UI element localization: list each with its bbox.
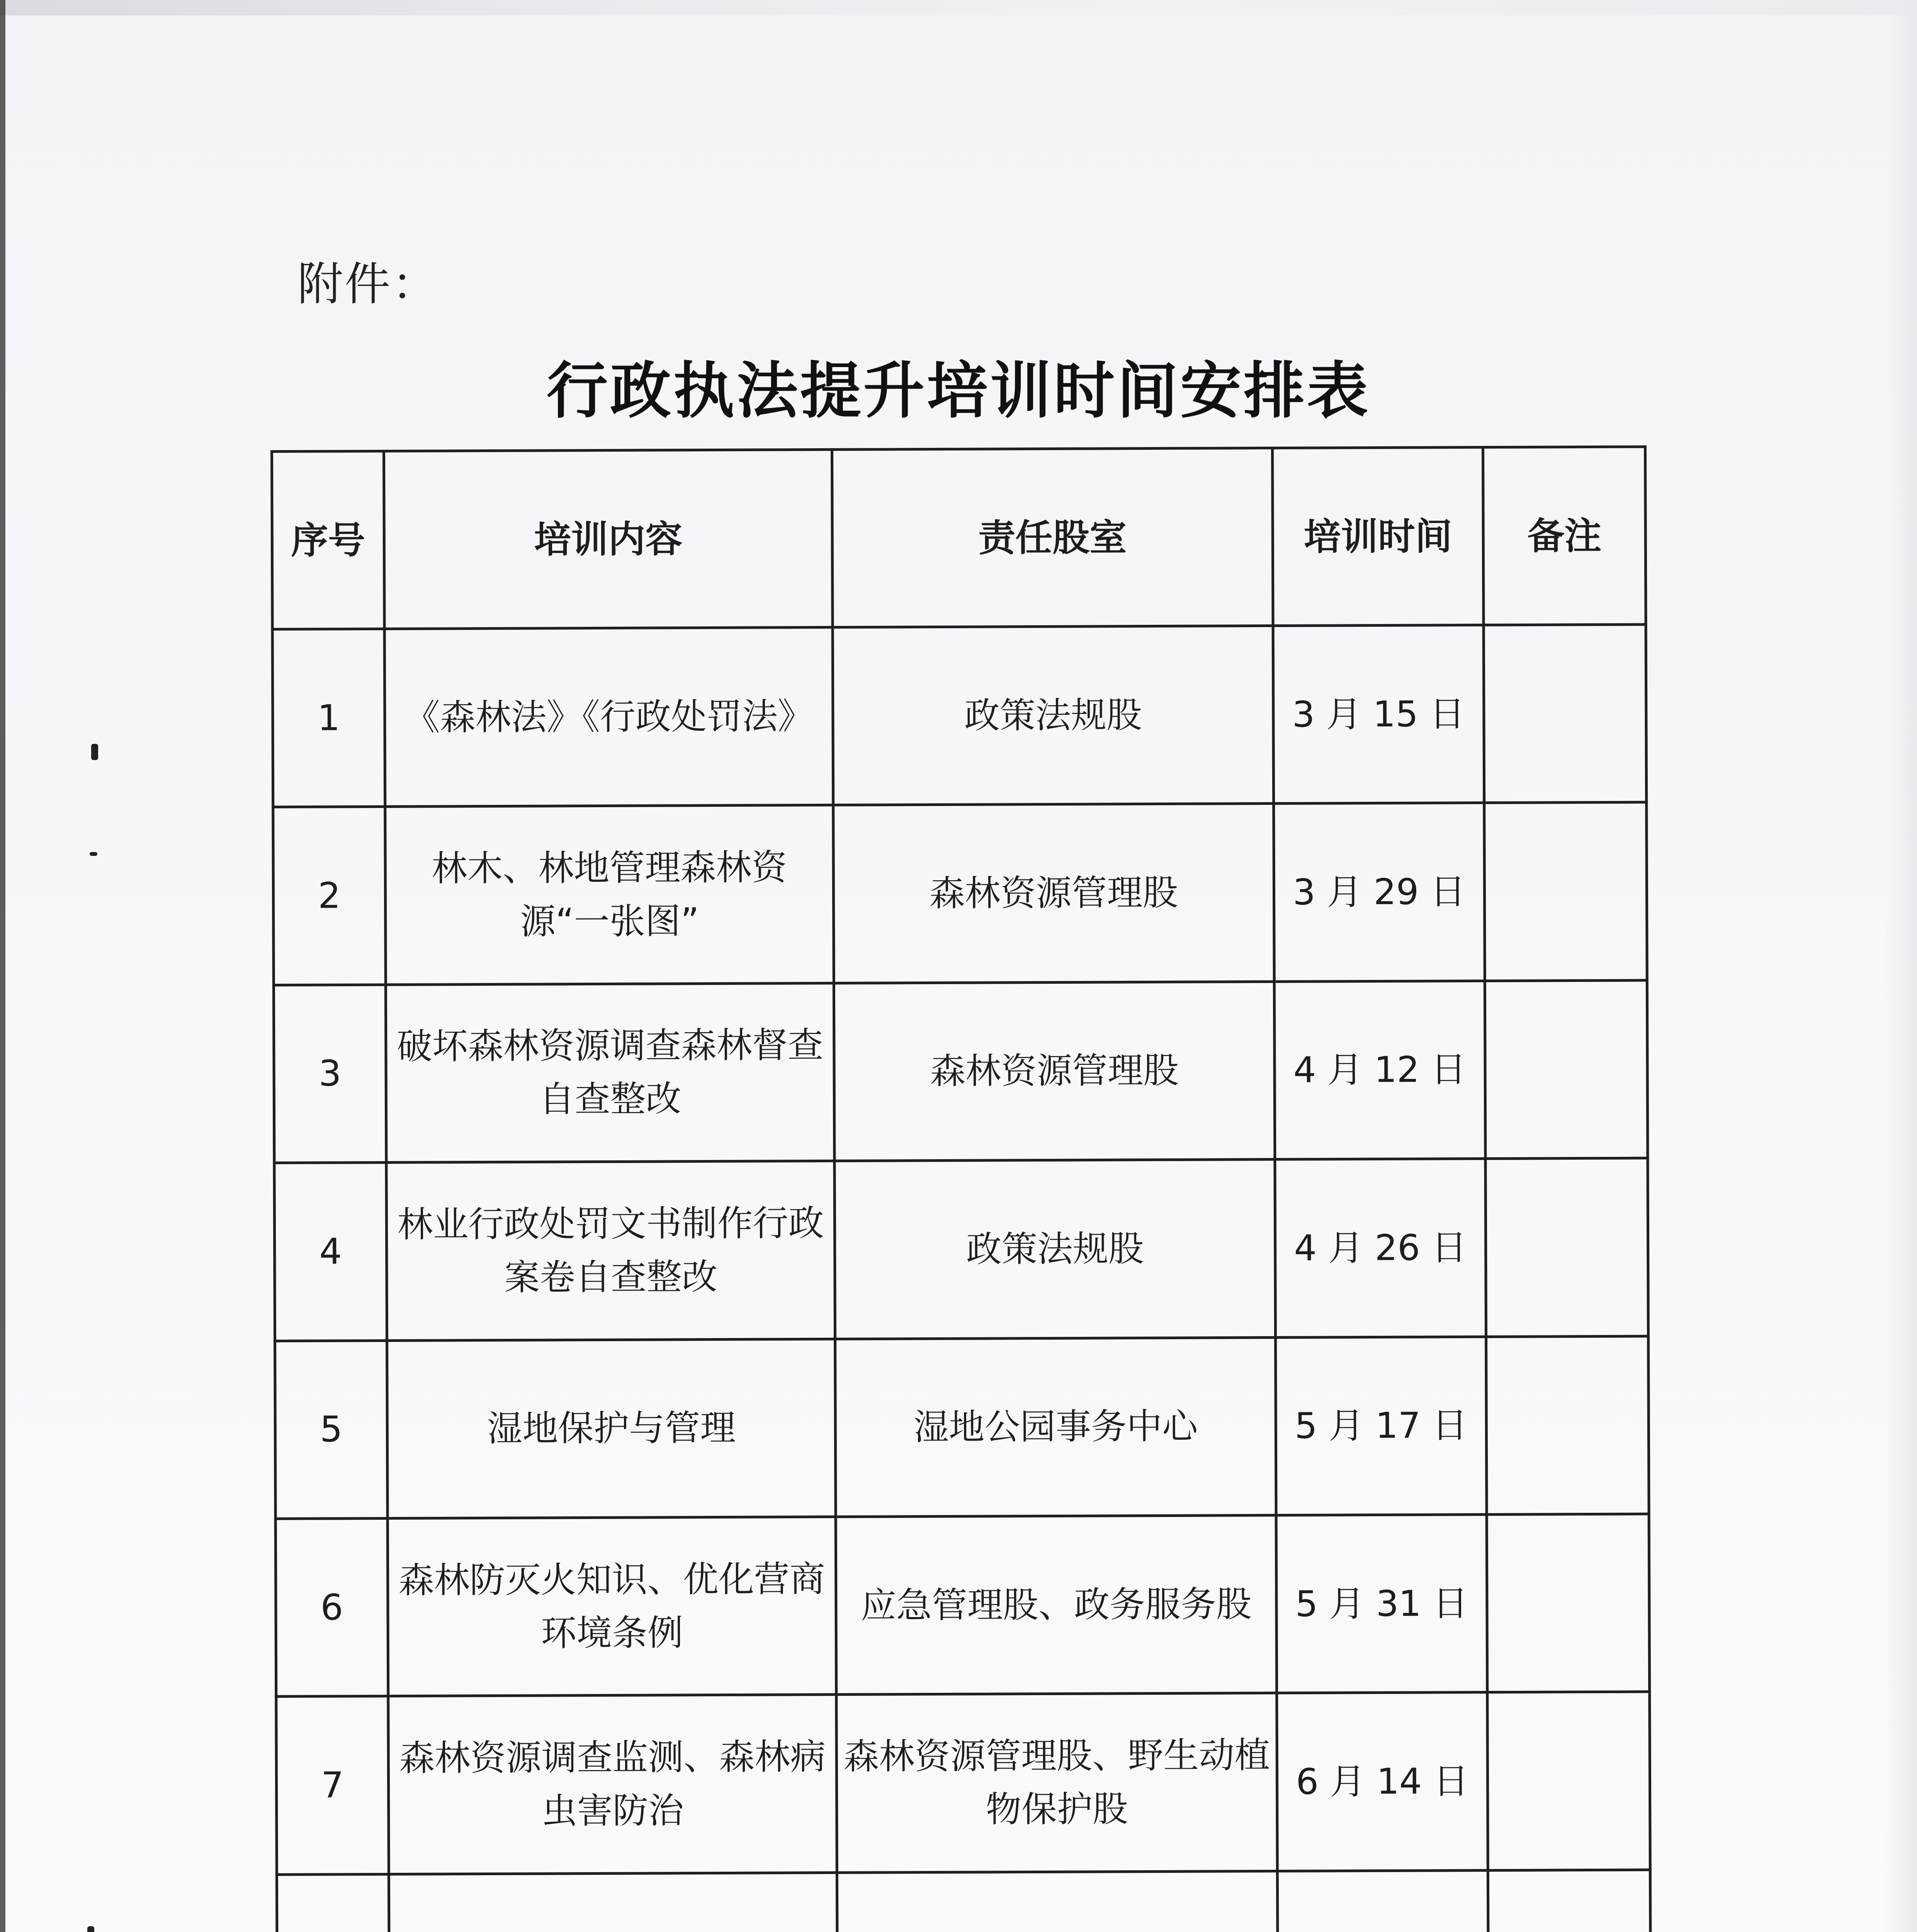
cell-content: 湿地保护与管理: [387, 1339, 836, 1518]
attachment-label: 附件：: [297, 257, 439, 311]
cell-content: [389, 1872, 838, 1932]
cell-note: [1487, 1692, 1650, 1870]
cell-no: 1: [272, 629, 385, 807]
cell-date: 5 月 31 日: [1276, 1514, 1487, 1693]
table-row: [275, 1514, 1650, 1697]
cell-dept: [837, 1871, 1278, 1932]
cell-note: [1485, 980, 1648, 1159]
header-content: 培训内容: [384, 449, 833, 629]
cell-no: [277, 1874, 389, 1932]
cell-no: 2: [273, 807, 386, 985]
cell-note: [1485, 1158, 1648, 1337]
header-date: 培训时间: [1272, 447, 1484, 626]
table-row: [277, 1870, 1651, 1932]
table-row: [273, 802, 1647, 985]
cell-date: [1277, 1870, 1489, 1932]
scan-speck: [91, 744, 98, 760]
cell-no: 3: [274, 985, 386, 1163]
cell-dept: 政策法规股: [834, 1160, 1276, 1339]
cell-no: 5: [275, 1340, 388, 1519]
cell-date: 3 月 15 日: [1273, 625, 1484, 804]
document-title: [0, 342, 1917, 430]
cell-dept: 湿地公园事务中心: [835, 1337, 1276, 1517]
cell-dept: 政策法规股: [833, 626, 1274, 805]
cell-date: 4 月 26 日: [1275, 1159, 1486, 1337]
cell-note: [1484, 802, 1647, 981]
table-row: [276, 1692, 1650, 1874]
table-header-row: [272, 447, 1646, 629]
cell-content: 《森林法》《行政处罚法》: [384, 627, 833, 806]
cell-no: 4: [274, 1163, 387, 1341]
document-title-text: 行政执法提升培训时间安排表: [547, 355, 1370, 427]
header-dept: 责任股室: [832, 448, 1273, 627]
cell-date: 5 月 17 日: [1276, 1337, 1487, 1515]
cell-no: 6: [275, 1518, 388, 1696]
cell-content: 森林防灭火知识、优化营商环境条例: [387, 1517, 836, 1696]
cell-dept: 森林资源管理股: [834, 981, 1275, 1161]
cell-date: 3 月 29 日: [1274, 803, 1485, 981]
cell-note: [1486, 1336, 1649, 1515]
table-row: [274, 980, 1648, 1163]
cell-date: 4 月 12 日: [1274, 981, 1485, 1159]
scan-speck: [87, 1926, 94, 1932]
scan-right-shadow: [1885, 0, 1917, 1932]
cell-dept: 森林资源管理股: [833, 804, 1275, 983]
scan-top-edge: [0, 0, 1917, 15]
cell-no: 7: [276, 1696, 389, 1874]
cell-note: [1488, 1870, 1651, 1932]
cell-date: 6 月 14 日: [1277, 1692, 1488, 1871]
header-no: 序号: [272, 451, 385, 629]
training-schedule-table: [270, 446, 1652, 1932]
cell-dept: 森林资源管理股、野生动植物保护股: [836, 1693, 1278, 1872]
cell-content: 破坏森林资源调查森林督查自查整改: [386, 983, 834, 1162]
scan-left-edge: [0, 0, 5, 1932]
cell-dept: 应急管理股、政务服务股: [836, 1515, 1277, 1694]
table-row: [274, 1158, 1648, 1341]
scan-speck: [90, 852, 97, 856]
cell-content: 林业行政处罚文书制作行政案卷自查整改: [386, 1161, 835, 1340]
table-row: [272, 624, 1647, 807]
cell-note: [1487, 1514, 1650, 1692]
cell-content: 森林资源调查监测、森林病虫害防治: [388, 1695, 837, 1874]
table-row: [275, 1336, 1649, 1519]
cell-content: 林木、林地管理森林资源“一张图”: [385, 805, 834, 985]
cell-note: [1484, 624, 1647, 803]
header-note: 备注: [1483, 447, 1646, 625]
